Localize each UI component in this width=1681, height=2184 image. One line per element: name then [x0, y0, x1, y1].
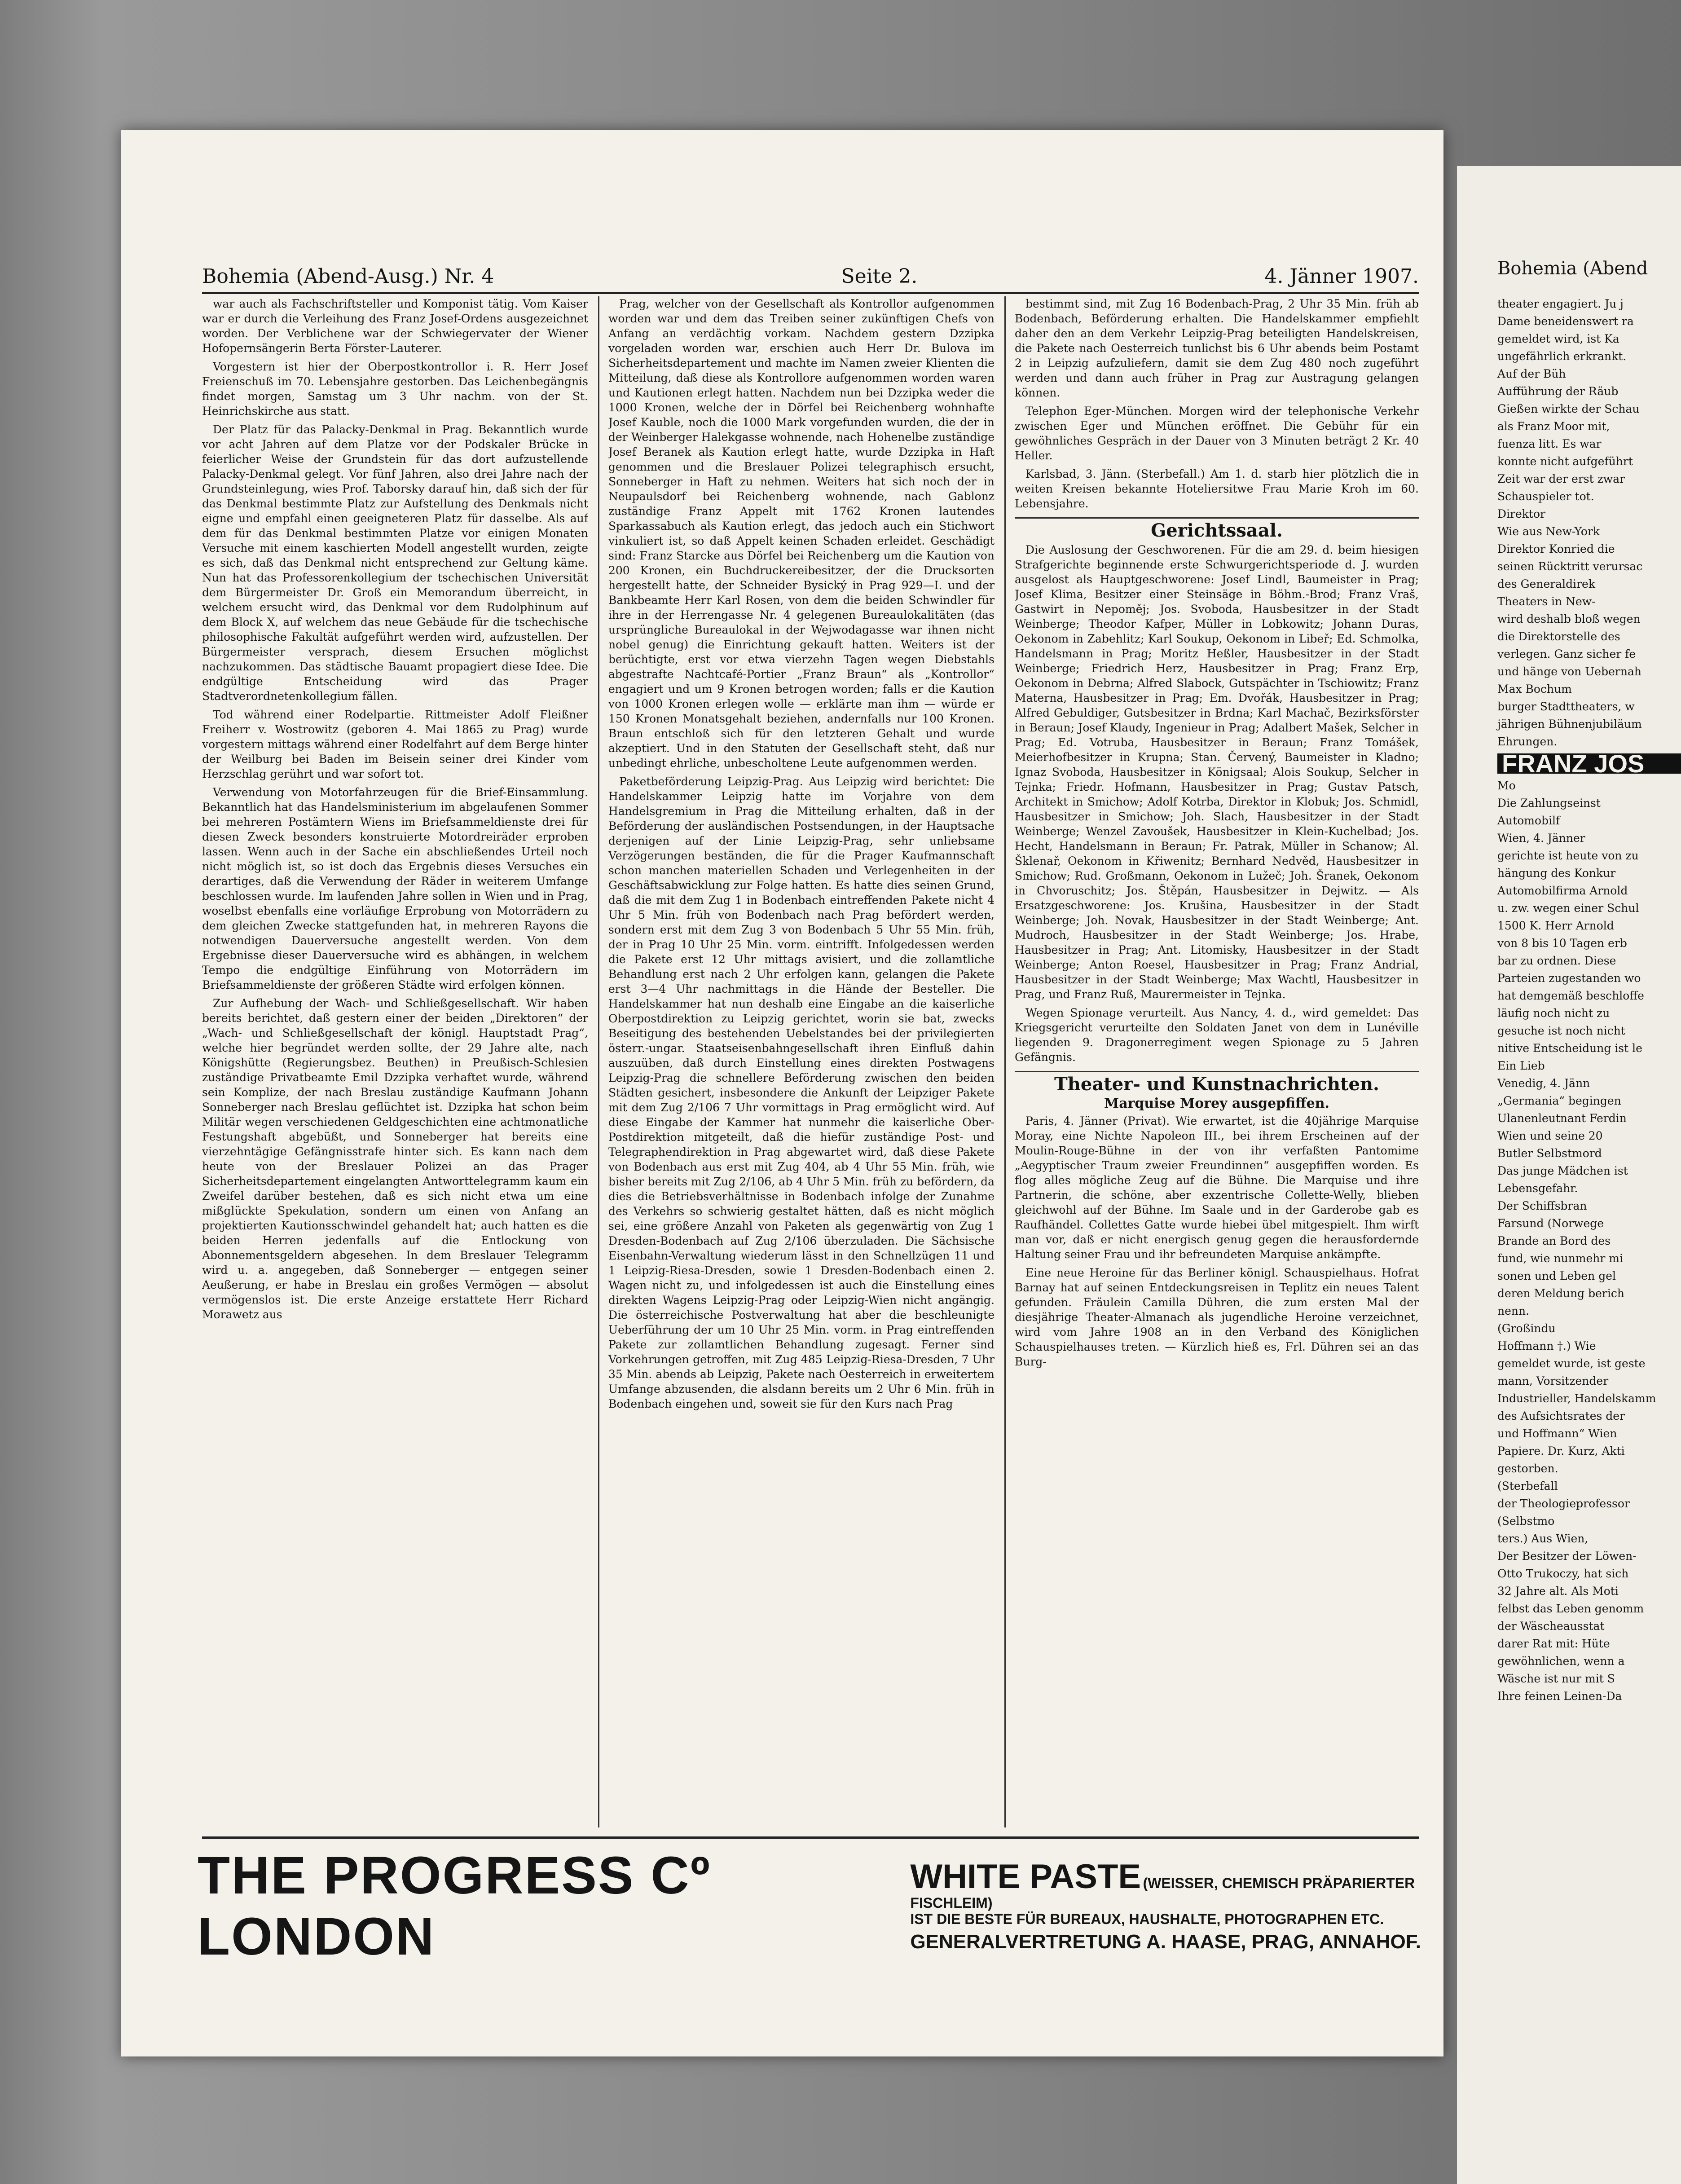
next-page-line: mann, Vorsitzender	[1497, 1374, 1609, 1387]
article-paragraph: Paris, 4. Jänner (Privat). Wie erwartet, ist die 40jährige Marquise Moray, eine Nichte Napoleon III., bei ihrem Erscheinen auf der Moulin-Rouge-Bühne in der von ihr verfaßten Pantomime „Aegyptischer Traum zweier Freundinnen“ ausgepfiffen worden. Es flog alles mögliche Zeug auf die Bühne. Die Marquise und ihre Partnerin, die schöne, aber exzentrische Collette-Welly, blieben gleichwohl auf der Bühne. Im Saale und in der Garderobe gab es Raufhändel. Collettes Gatte wurde hiebei übel mitgespielt. Ihm wirft man vor, daß er nicht energisch genug gegen die herausfordernde Haltung seiner Frau und ihr befreundeten Marquise ankämpfte.	[1015, 1114, 1419, 1261]
next-page-line: der Wäscheausstat	[1497, 1620, 1605, 1633]
header-rule	[202, 292, 1419, 294]
next-page-line: Farsund (Norwege	[1497, 1217, 1604, 1230]
next-page-line: Automobilfirma Arnold	[1497, 884, 1628, 897]
next-page-line: des Aufsichtsrates der	[1497, 1409, 1625, 1422]
next-page-line: Automobilf	[1497, 814, 1560, 827]
next-page-line: Theaters in New-	[1497, 595, 1596, 608]
next-page-line: Wäsche ist nur mit S	[1497, 1672, 1615, 1685]
next-page-line: Venedig, 4. Jänn	[1497, 1077, 1590, 1090]
next-page-line: wird deshalb bloß wegen	[1497, 612, 1641, 625]
advertisement	[198, 1846, 1423, 1966]
next-page-line: Wien, 4. Jänner	[1497, 832, 1585, 845]
article-paragraph: Die Auslosung der Geschworenen. Für die am 29. d. beim hiesigen Strafgerichte beginnende erste Schwurgerichtsperiode d. J. wurden ausgelost als Hauptgeschworene: Josef Lindl, Baumeister in Prag; Josef Klima, Besitzer einer Steinsäge in Böhm.-Brod; Franz Vraš, Gastwirt in Nepoměj; Jos. Svoboda, Hausbesitzer in der Stadt Weinberge; Theodor Kafper, Müller in Lobkowitz; Johann Duras, Oekonom in Zabehlitz; Karl Soukup, Oekonom in Libeř; Ed. Schmolka, Handelsmann in Prag; Moritz Heßler, Hausbesitzer in der Stadt Weinberge; Friedrich Herz, Hausbesitzer in Prag; Franz Erp, Oekonom in Debrna; Alfred Slabock, Gutspächter in Tschiowitz; Franz Materna, Hausbesitzer in Prag; Em. Dvořák, Hausbesitzer in Prag; Alfred Gebuldiger, Gutsbesitzer in Brdna; Karl Machač, Bezirksförster in Beraun; Josef Klaudy, Ingenieur in Prag; Adalbert Mašek, Selcher in Prag; Ed. Votruba, Hausbesitzer in Beraun; Franz Tomášek, Meierhofbesitzer in Krupna; Stan. Červený, Baumeister in Kladno; Ignaz Svoboda, Hausbesitzer in Königsaal; Alois Soukup, Selcher in Tejnka; Friedr. Hofmann, Hausbesitzer in Prag; Gustav Patsch, Architekt in Smichow; Adolf Kotrba, Direktor in Klobuk; Jos. Schmidl, Hausbesitzer in Smichow; Joh. Slach, Hausbesitzer in der Stadt Weinberge; Wenzel Zavoušek, Hausbesitzer in Klein-Kuchelbad; Jos. Hecht, Handelsmann in Beraun; Fr. Patrak, Müller in Schanow; Al. Šklenař, Oekonom in Křiwenitz; Bernhard Nedvěd, Hausbesitzer in Smichow; Rud. Großmann, Oekonom in Lužeč; Joh. Šranek, Oekonom in Chvoruschitz; Jos. Štěpán, Hausbesitzer in Dejwitz. — Als Ersatzgeschworene: Jos. Krušina, Hausbesitzer in der Stadt Weinberge; Joh. Novak, Hausbesitzer in der Stadt Weinberge; Ant. Mudroch, Hausbesitzer in der Stadt Weinberge; Jos. Hrabe, Hausbesitzer in Prag; Ant. Litomisky, Hausbesitzer in der Stadt Weinberge; Anton Roesel, Hausbesitzer in Prag; Franz Andrial, Hausbesitzer in der Stadt Weinberge; Max Wachtl, Hausbesitzer in Prag, und Franz Ruß, Maurermeister in Tejnka.	[1015, 543, 1419, 1001]
next-page-line: nitive Entscheidung ist le	[1497, 1042, 1642, 1055]
newspaper-page	[121, 130, 1443, 2056]
franz-jos-banner: FRANZ JOS	[1497, 753, 1681, 774]
next-page-line: 1500 K. Herr Arnold	[1497, 919, 1614, 932]
header-page-number: Seite 2.	[841, 264, 918, 288]
article-paragraph: Eine neue Heroine für das Berliner königl. Schauspielhaus. Hofrat Barnay hat auf seinen Entdeckungsreisen in Teplitz ein neues Talent gefunden. Fräulein Camilla Dühren, die zum ersten Mal der diesjährige Theater-Almanach als jugendliche Heroine verzeichnet, wird vom Jahre 1908 an in den Verband des Königlichen Schauspielhauses treten. — Kürzlich hieß es, Frl. Dühren sei an das Burg-	[1015, 1266, 1419, 1368]
next-page-line: Wien und seine 20	[1497, 1129, 1603, 1142]
next-page-line: Brande an Bord des	[1497, 1234, 1611, 1247]
next-page-line: Ehrungen.	[1497, 735, 1558, 748]
next-page-line: Das junge Mädchen ist	[1497, 1164, 1628, 1177]
next-page-line: Papiere. Dr. Kurz, Akti	[1497, 1444, 1625, 1457]
article-paragraph: Prag, welcher von der Gesellschaft als Kontrollor aufgenommen worden war und dem das Treiben seiner zukünftigen Chefs von Anfang an verdächtig vorkam. Nachdem gestern Dzzipka vorgeladen worden war, erschien auch Herr Dr. Bulova im Sicherheitsdepartement und machte im Namen zweier Klienten die Mitteilung, daß diese als Kontrollore aufgenommen worden waren und Kautionen erlegt hatten. Nachdem nun bei Dzzipka weder die 1000 Kronen, welche der in Dörfel bei Reichenberg wohnhafte Josef Kauble, noch die 1000 Mark vorgefunden wurden, die der in der Weinberger Halekgasse wohnende, nach Hohenelbe zuständige Josef Beranek als Kaution erlegt hatte, wurde Dzzipka in Haft genommen und die Breslauer Polizei telegraphisch ersucht, Sonneberger in Haft zu nehmen. Weiters hat sich noch der in Neupaulsdorf bei Reichenberg wohnende, nach Gablonz zuständige Franz Appelt mit 1762 Kronen lautendes Sparkassabuch als Kaution erlegt, das jedoch auch ein Stichwort vinkuliert ist, so daß Appelt keinen Schaden erleidet. Geschädigt sind: Franz Starcke aus Dörfel bei Reichenberg um die Kaution von 200 Kronen, ein Buchdruckereibesitzer, der die Drucksorten hergestellt hatte, der Schneider Bysický in Prag 929—I. und der Bankbeamte Herr Karl Rosen, von dem die beiden Schwindler für ihre in der Herrengasse Nr. 4 gelegenen Bureaulokalitäten (das ursprüngliche Bureaulokal in der Wejwodagasse war ihnen nicht nobel genug) die Einrichtung gekauft hatten. Weiters ist der berüchtigte, erst vor etwa vierzehn Tagen wegen Diebstahls abgestrafte Nachtcafé-Portier „Franz Braun“ als „Kontrollor“ engagiert und um 9 Kronen betrogen worden; falls er die Kaution von 1000 Kronen erlegen wolle — erklärte man ihm — würde er 150 Kronen Monatsgehalt beziehen, andernfalls nur 100 Kronen. Braun entschloß sich für den letzteren Gehalt und wurde akzeptiert. Und in den Statuten der Gesellschaft steht, daß nur unbedingt ehrliche, unbescholtene Leute aufgenommen werden.	[608, 297, 995, 770]
next-page-line: Direktor Konried die	[1497, 542, 1615, 555]
next-page-line: Der Besitzer der Löwen-	[1497, 1550, 1637, 1563]
next-page-line: Aufführung der Räub	[1497, 385, 1619, 398]
article-paragraph: Der Platz für das Palacky-Denkmal in Prag. Bekanntlich wurde vor acht Jahren auf dem Platze vor der Podskaler Brücke in feierlicher Weise der Grundstein für das dort aufzustellende Palacky-Denkmal gelegt. Vor fünf Jahren, also drei Jahre nach der Grundsteinlegung, wies Prof. Taborsky darauf hin, daß sich der für das Denkmal bestimmte Platz zur Aufstellung des Denkmals nicht eigne und empfahl einen geeigneteren Platz für dasselbe. Als auf dem für das Denkmal bestimmten Platze vor einigen Monaten Versuche mit einem kaschierten Modell angestellt wurden, zeigte es sich, daß das Denkmal nicht entsprechend zur Geltung käme. Nun hat das Professorenkollegium der tschechischen Universität dem Bürgermeister Dr. Groß ein Memorandum überreicht, in welchem ersucht wird, das Denkmal vor dem Rudolphinum auf dem Block X, auf welchem das neue Gebäude für die tschechische philosophische Fakultät aufgeführt werden wird, aufzustellen. Der Bürgermeister versprach, diesem Ersuchen möglichst nachzukommen. Das städtische Bauamt propagiert diese Idee. Die endgültige Entscheidung wird das Prager Stadtverordnetenkollegium fällen.	[202, 423, 588, 703]
next-page-line: Mo	[1497, 779, 1516, 792]
next-page-line: gemeldet wird, ist Ka	[1497, 332, 1619, 345]
ad-progress-company: THE PROGRESS Cº LONDON	[198, 1846, 711, 1966]
next-page-line: gewöhnlichen, wenn a	[1497, 1655, 1625, 1668]
white-paste-agency: GENERALVERTRETUNG A. HAASE, PRAG, ANNAHOF.	[910, 1931, 1421, 1953]
next-page-line: jährigen Bühnenjubiläum	[1497, 718, 1642, 731]
article-paragraph: bestimmt sind, mit Zug 16 Bodenbach-Prag, 2 Uhr 35 Min. früh ab Bodenbach, Beförderung erhalten. Die Handelskammer empfiehlt daher den an dem Verkehr Leipzig-Prag beteiligten Handelskreisen, die Pakete nach Oesterreich tunlichst bis 6 Uhr abends beim Postamt 2 in Leipzig aufzuliefern, damit sie dem Zug 480 noch zugeführt werden und dann auch früher in Prag zur Austragung gelangen können.	[1015, 297, 1419, 399]
header-title: Bohemia (Abend-Ausg.) Nr. 4	[202, 264, 494, 288]
columns	[202, 296, 1419, 1827]
next-page-line: hängung des Konkur	[1497, 867, 1616, 880]
article-paragraph: Vorgestern ist hier der Oberpostkontrollor i. R. Herr Josef Freienschuß im 70. Lebensjahre gestorben. Das Leichenbegängnis findet morgen, Samstag um 3 Uhr nachm. von der St. Heinrichskirche aus statt.	[202, 360, 588, 418]
next-page-line: Wie aus New-York	[1497, 525, 1600, 538]
theatre-headline: Marquise Morey ausgepfiffen.	[1104, 1096, 1329, 1111]
column-2	[608, 296, 995, 1827]
column-3	[1015, 296, 1419, 1827]
article-paragraph: Verwendung von Motorfahrzeugen für die Brief-Einsammlung. Bekanntlich hat das Handelsministerium im abgelaufenen Sommer bei mehreren Postämtern Wiens im Briefsammeldienste drei für diesen Zweck besonders konstruierte Motordreiräder erproben lassen. Wenn auch in der Sache ein abschließendes Urteil noch nicht möglich ist, so ist doch das Ergebnis dieses Versuches ein derartiges, daß die Verwendung der Räder in weiterem Umfange beschlossen wurde. Im laufenden Jahre sollen in Wien und in Prag, woselbst ebenfalls eine vorläufige Erprobung von Motorrädern zu dem gleichen Zwecke stattgefunden hat, in mehreren Rayons die notwendigen Dauerversuche angestellt werden. Von dem Ergebnisse dieser Dauerversuche wird es abhängen, in welchem Tempo die endgültige Einführung von Motorrädern im Briefsammeldienste der größeren Städte wird erfolgen können.	[202, 786, 588, 991]
next-page-line: als Franz Moor mit,	[1497, 420, 1610, 433]
next-page-line: Max Bochum	[1497, 682, 1572, 696]
next-page-line: u. zw. wegen einer Schul	[1497, 902, 1639, 915]
next-page-line: burger Stadttheaters, w	[1497, 700, 1635, 713]
next-page-line: von 8 bis 10 Tagen erb	[1497, 937, 1627, 950]
next-page-line: Dame beneidenswert ra	[1497, 315, 1634, 328]
next-page-line: die Direktorstelle des	[1497, 630, 1620, 643]
next-page-line: darer Rat mit: Hüte	[1497, 1637, 1610, 1650]
next-page-line: Lebensgefahr.	[1497, 1182, 1578, 1195]
next-page-line: „Germania“ begingen	[1497, 1094, 1621, 1107]
article-paragraph: Zur Aufhebung der Wach- und Schließgesellschaft. Wir haben bereits berichtet, daß gestern einer der beiden „Direktoren“ der „Wach- und Schließgesellschaft der königl. Hauptstadt Prag“, welche hier begründet werden sollte, der 29 Jahre alte, nach Königshütte (Regierungsbez. Beuthen) in Preußisch-Schlesien zuständige Privatbeamte Emil Dzzipka verhaftet wurde, während sein Komplize, der nach Breslau zuständige Kaufmann Johann Sonneberger nach Breslau geflüchtet ist. Dzzipka hat schon beim Militär wegen verschiedenen Geldgeschichten eine achtmonatliche Festungshaft abgebüßt, und Sonneberger hat bereits eine vierzehntägige Gefängnisstrafe hinter sich. Es kann nach dem heute von der Breslauer Polizei an das Prager Sicherheitsdepartement eingelangten Antworttelegramm kaum ein Zweifel darüber bestehen, daß es sich nicht etwa um eine mißglückte Spekulation, sondern um einen von Anfang an projektierten Kautionsschwindel gehandelt hat; auch hatten es die beiden Herren jedenfalls auf die Entlockung von Abonnementsgeldern abgesehen. In dem Breslauer Telegramm wird u. a. angegeben, daß Sonneberger — entgegen seiner Aeußerung, er habe in Breslau ein großes Vermögen — absolut vermögenslos ist. Die erste Anzeige erstattete Herr Richard Morawetz aus	[202, 997, 588, 1321]
next-page-header: Bohemia (Abend	[1497, 258, 1648, 279]
next-page-line: bar zu ordnen. Diese	[1497, 954, 1616, 967]
next-page-line: fund, wie nunmehr mi	[1497, 1252, 1623, 1265]
next-page-line: verlegen. Ganz sicher fe	[1497, 647, 1636, 660]
next-page-line: und Hoffmann“ Wien	[1497, 1427, 1617, 1440]
next-page-line: (Sterbefall	[1497, 1479, 1558, 1493]
next-page-line: Der Schiffsbran	[1497, 1199, 1587, 1212]
next-page-line: (Selbstmo	[1497, 1515, 1555, 1528]
next-page-line: des Generaldirek	[1497, 577, 1595, 590]
next-page-line: Zeit war der erst zwar	[1497, 472, 1625, 485]
next-page-line: Die Zahlungseinst	[1497, 797, 1601, 810]
article-paragraph: war auch als Fachschriftsteller und Komponist tätig. Vom Kaiser war er durch die Verleihung des Franz Josef-Ordens ausgezeichnet worden. Der Verblichene war der Schwiegervater der Wiener Hofopernsängerin Berta Förster-Lauterer.	[202, 297, 588, 355]
article-paragraph: Tod während einer Rodelpartie. Rittmeister Adolf Fleißner Freiherr v. Wostrowitz (geboren 4. Mai 1865 zu Prag) wurde vorgestern mittags während einer Rodelfahrt auf dem Berge hinter der Weilburg bei Baden im Beisein seiner drei Kinder vom Herzschlag gerührt und war sofort tot.	[202, 708, 588, 780]
next-page-line: 32 Jahre alt. Als Moti	[1497, 1585, 1619, 1598]
column-1	[202, 296, 588, 1827]
next-page-line: ters.) Aus Wien,	[1497, 1532, 1589, 1545]
next-page-line: gerichte ist heute von zu	[1497, 849, 1639, 862]
next-page-line: und hänge von Uebernah	[1497, 665, 1641, 678]
next-page-line: hat demgemäß beschloffe	[1497, 989, 1644, 1002]
next-page-line: Butler Selbstmord	[1497, 1147, 1602, 1160]
section-court-heading: Gerichtssaal.	[1015, 517, 1419, 538]
next-page-line: nenn.	[1497, 1304, 1530, 1317]
next-page-line: Auf der Büh	[1497, 367, 1566, 380]
ad-rule	[202, 1836, 1419, 1839]
column-rule	[598, 296, 599, 1827]
next-page-line: Schauspieler tot.	[1497, 490, 1594, 503]
next-page-line: deren Meldung berich	[1497, 1287, 1624, 1300]
next-page-line: der Theologieprofessor	[1497, 1497, 1630, 1510]
page-header	[202, 260, 1419, 292]
next-page-line: felbst das Leben genomm	[1497, 1602, 1644, 1615]
white-paste-note: (WEISSER, CHEMISCH PRÄPARIERTER FISCHLEIM)	[910, 1875, 1415, 1911]
next-page-line: Ihre feinen Leinen-Da	[1497, 1690, 1622, 1703]
article-paragraph: Telephon Eger-München. Morgen wird der telephonische Verkehr zwischen Eger und München eröffnet. Die Gebühr für ein gewöhnliches Gespräch in der Dauer von 3 Minuten beträgt 2 Kr. 40 Heller.	[1015, 405, 1419, 462]
next-page-line: Ulanenleutnant Ferdin	[1497, 1112, 1627, 1125]
next-page-line: gestorben.	[1497, 1462, 1558, 1475]
ad-white-paste	[910, 1859, 1423, 1953]
next-page-line: seinen Rücktritt verursac	[1497, 560, 1643, 573]
next-page-line: ungefährlich erkrankt.	[1497, 350, 1627, 363]
next-page-line: (Großindu	[1497, 1322, 1556, 1335]
next-page-line: theater engagiert. Ju j	[1497, 297, 1624, 310]
next-page-line: Gießen wirkte der Schau	[1497, 402, 1640, 415]
next-page-line: gemeldet wurde, ist geste	[1497, 1357, 1646, 1370]
next-page-line: Industrieller, Handelskamm	[1497, 1392, 1656, 1405]
next-page-edge	[1457, 166, 1681, 2184]
next-page-line: Parteien zugestanden wo	[1497, 972, 1641, 985]
next-page-line: Ein Lieb	[1497, 1059, 1545, 1072]
next-page-line: läufig noch nicht zu	[1497, 1007, 1610, 1020]
next-page-line: Direktor	[1497, 507, 1545, 520]
white-paste-line: IST DIE BESTE FÜR BUREAUX, HAUSHALTE, PHOTOGRAPHEN ETC.	[910, 1911, 1384, 1927]
next-page-column	[1497, 296, 1681, 1706]
column-rule	[1004, 296, 1006, 1827]
next-page-line: sonen und Leben gel	[1497, 1269, 1616, 1282]
next-page-line: Hoffmann †.) Wie	[1497, 1339, 1596, 1352]
section-theatre-heading: Theater- und Kunstnachrichten.	[1015, 1071, 1419, 1092]
article-paragraph: Paketbeförderung Leipzig-Prag. Aus Leipzig wird berichtet: Die Handelskammer Leipzig hatte im Vorjahre von dem Handelsgremium in Prag die Mitteilung erhalten, daß in der Beförderung der ausländischen Postsendungen, in der Hauptsache derjenigen auf der Linie Leipzig-Prag, sehr unliebsame Verzögerungen beständen, die für die Prager Kaufmannschaft schon manchen materiellen Schaden und Verlegenheiten in der Geschäftsabwicklung zur Folge hatten. Es hatte dies seinen Grund, daß die mit dem Zug 1 in Bodenbach eintreffenden Pakete nicht 4 Uhr 5 Min. früh von Bodenbach nach Prag befördert werden, sondern erst mit dem Zug 3 von Bodenbach 5 Uhr 55 Min. früh, der in Prag 10 Uhr 25 Min. vorm. eintrifft. Infolgedessen werden die Pakete erst 12 Uhr mittags avisiert, und die zollamtliche Behandlung erst nach 2 Uhr erfolgen kann, gelangen die Pakete erst 3—4 Uhr nachmittags in die Hände der Besteller. Die Handelskammer hat nun deshalb eine Eingabe an die kaiserliche Oberpostdirektion zu Leipzig gerichtet, worin sie bat, zwecks Beseitigung des bestehenden Uebelstandes bei der privilegierten österr.-ungar. Staatseisenbahngesellschaft ihren Einfluß dahin auszuüben, daß durch Einstellung eines direkten Postwagens Leipzig-Prag die schnellere Beförderung zwischen den beiden Städten gesichert, insbesondere die Ankunft der Leipziger Pakete mit dem Zug 2/106 7 Uhr vormittags in Prag ermöglicht wird. Auf diese Eingabe der Kammer hat nunmehr die kaiserliche Ober-Postdirektion mitgeteilt, daß die hiefür zuständige Post- und Telegraphendirektion in Prag abgewartet wird, daß diese Pakete von Bodenbach aus erst mit Zug 404, ab 4 Uhr 55 Min. früh, wie bisher bereits mit Zug 2/106, ab 4 Uhr 5 Min. früh zu befördern, da dies die Betriebsverhältnisse in Bodenbach infolge der Zunahme des Verkehrs so schwierig gestaltet hätten, daß es nicht möglich sei, eine größere Anzahl von Paketen als gegenwärtig von Zug 1 Dresden-Bodenbach auf Zug 2/106 überzuladen. Die Sächsische Eisenbahn-Verwaltung wiederum lässt in den Schnellzügen 11 und 1 Leipzig-Riesa-Dresden, sowie 1 Dresden-Bodenbach einen 2. Wagen nicht zu, und infolgedessen ist auch die Einstellung eines direkten Wagens Leipzig-Prag oder Leipzig-Wien nicht angängig. Die österreichische Postverwaltung hat aber die beschleunigte Ueberführung der um 10 Uhr 25 Min. vorm. in Prag eintreffenden Pakete zur zollamtlichen Behandlung zugesagt. Ferner sind Vorkehrungen getroffen, mit Zug 485 Leipzig-Riesa-Dresden, 7 Uhr 35 Min. abends ab Leipzig, Pakete nach Oesterreich in erweitertem Umfange abzusenden, die alsdann bereits um 2 Uhr 6 Min. früh in Bodenbach eingehen und, soweit sie für den Kurs nach Prag	[608, 775, 995, 1410]
next-page-line: Otto Trukoczy, hat sich	[1497, 1567, 1629, 1580]
next-page-line: konnte nicht aufgeführt	[1497, 455, 1633, 468]
next-page-line: fuenza litt. Es war	[1497, 437, 1602, 450]
next-page-line: gesuche ist noch nicht	[1497, 1024, 1625, 1037]
article-paragraph: Wegen Spionage verurteilt. Aus Nancy, 4. d., wird gemeldet: Das Kriegsgericht verurteilte den Soldaten Janet von dem in Lunéville liegenden 9. Dragonerregiment wegen Spionage zu 5 Jahren Gefängnis.	[1015, 1006, 1419, 1064]
header-date: 4. Jänner 1907.	[1264, 264, 1419, 288]
white-paste-title: WHITE PASTE	[910, 1858, 1141, 1896]
article-paragraph: Karlsbad, 3. Jänn. (Sterbefall.) Am 1. d. starb hier plötzlich die in weiten Kreisen bekannte Hoteliersitwe Frau Marie Kroh im 60. Lebensjahre.	[1015, 467, 1419, 510]
